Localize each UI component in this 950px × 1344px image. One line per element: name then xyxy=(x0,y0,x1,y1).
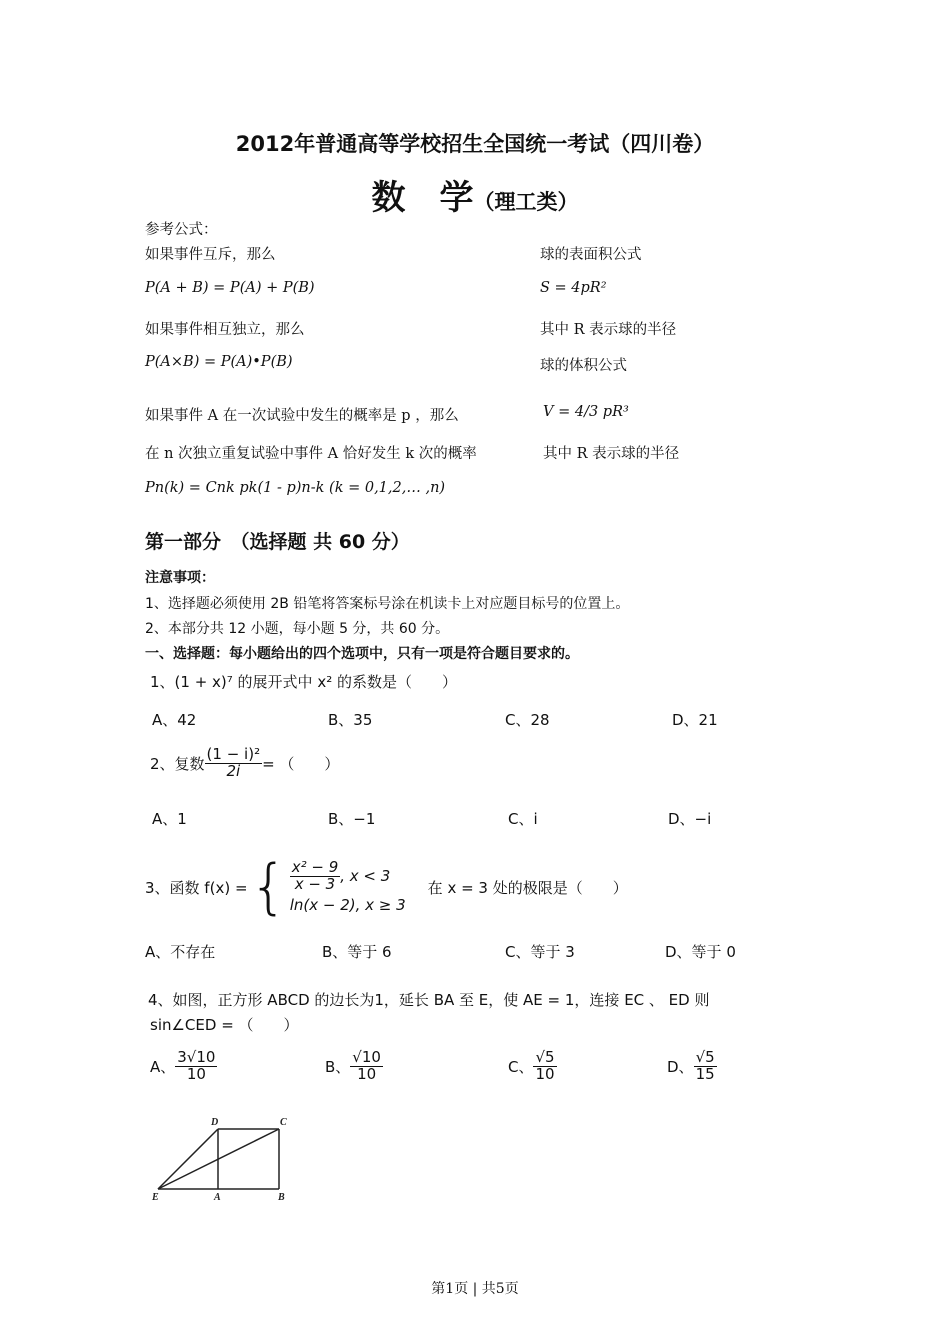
binomial-formula: Pn(k) = Cnk pk(1 - p)n-k (k = 0,1,2,… ,n) xyxy=(145,480,446,496)
q3-case1-cond: , x < 3 xyxy=(340,867,391,885)
notice-heading: 注意事项： xyxy=(145,570,215,586)
q3-option-b: B、等于 6 xyxy=(322,943,392,961)
label-d: D xyxy=(211,1117,219,1128)
q1-option-d: D、21 xyxy=(672,711,718,729)
q4-d-label: D、 xyxy=(667,1057,694,1076)
q4-line-1: 4、如图，正方形 ABCD 的边长为1，延长 BA 至 E，使 AE = 1，连接 EC 、 ED 则 xyxy=(148,991,710,1009)
prob-text: 如果事件 A 在一次试验中发生的概率是 p ，那么 xyxy=(145,408,459,424)
line-ed xyxy=(158,1129,218,1189)
q4-option-c xyxy=(508,1050,557,1083)
q3-option-c: C、等于 3 xyxy=(505,943,575,961)
q1-option-b: B、35 xyxy=(328,711,373,729)
formula-heading: 参考公式： xyxy=(145,222,218,238)
q3-brace: { xyxy=(249,852,288,922)
q4-a-fraction xyxy=(175,1050,217,1083)
q4-d-fraction xyxy=(694,1050,717,1083)
indep-formula: P(A×B) = P(A)•P(B) xyxy=(145,354,293,370)
notice-1: 1、选择题必须使用 2B 铅笔将答案标号涂在机读卡上对应题目标号的位置上。 xyxy=(145,596,630,612)
q4-b-num: √10 xyxy=(352,1048,381,1066)
q3-prefix: 3、函数 f(x) = xyxy=(145,878,248,897)
q3-option-d: D、等于 0 xyxy=(665,943,736,961)
page-footer: 第1页 | 共5页 xyxy=(431,1281,519,1297)
q3-suffix: 在 x = 3 处的极限是（ ） xyxy=(427,878,628,897)
q4-c-den: 10 xyxy=(535,1064,555,1083)
volume-text: 球的体积公式 xyxy=(540,358,627,374)
q3-case-1 xyxy=(290,857,406,893)
square-figure xyxy=(148,1112,298,1204)
q4-d-num: √5 xyxy=(695,1048,715,1066)
q3-case-2: ln(x − 2), x ≥ 3 xyxy=(289,896,406,915)
label-a: A xyxy=(214,1192,221,1203)
indep-text: 如果事件相互独立，那么 xyxy=(145,322,305,338)
q3-case1-num: x² − 9 xyxy=(291,857,339,876)
q2-option-a: A、1 xyxy=(152,810,187,828)
mutex-formula: P(A + B) = P(A) + P(B) xyxy=(145,280,315,296)
q2-fraction xyxy=(205,747,263,780)
exam-title: 2012年普通高等学校招生全国统一考试（四川卷） xyxy=(235,132,715,156)
repeat-text: 在 n 次独立重复试验中事件 A 恰好发生 k 次的概率 xyxy=(145,446,477,462)
q4-a-num: 3√10 xyxy=(177,1048,216,1066)
section-heading: 一、选择题：每小题给出的四个选项中，只有一项是符合题目要求的。 xyxy=(145,646,579,662)
subject-main: 数 学 xyxy=(371,178,474,218)
q2-option-c: C、i xyxy=(508,810,538,828)
q3-stem xyxy=(145,848,628,926)
q3-case1-den: x − 3 xyxy=(294,874,336,893)
q2-stem xyxy=(150,747,339,780)
q4-b-den: 10 xyxy=(357,1064,377,1083)
label-b: B xyxy=(278,1192,285,1203)
q1-option-a: A、42 xyxy=(152,711,197,729)
q4-c-fraction xyxy=(533,1050,556,1083)
mutex-text: 如果事件互斥，那么 xyxy=(145,247,276,263)
surface-formula: S = 4pR² xyxy=(540,280,607,296)
q4-c-num: √5 xyxy=(535,1048,555,1066)
q4-line-2: sin∠CED = （ ） xyxy=(150,1016,299,1034)
part1-heading: 第一部分 （选择题 共 60 分） xyxy=(145,531,410,553)
q2-numerator: (1 − i)² xyxy=(206,745,261,763)
label-e: E xyxy=(152,1192,159,1203)
q4-option-b xyxy=(325,1050,383,1083)
radius-note-2: 其中 R 表示球的半径 xyxy=(543,446,680,462)
q4-a-label: A、 xyxy=(150,1057,176,1076)
q4-b-label: B、 xyxy=(325,1057,351,1076)
q2-option-d: D、−i xyxy=(668,810,712,828)
q4-option-d xyxy=(667,1050,717,1083)
q1-option-c: C、28 xyxy=(505,711,550,729)
notice-2: 2、本部分共 12 小题，每小题 5 分，共 60 分。 xyxy=(145,621,450,637)
q4-option-a xyxy=(150,1050,217,1083)
q3-option-a: A、不存在 xyxy=(145,943,216,961)
q2-option-b: B、−1 xyxy=(328,810,376,828)
q1-stem: 1、(1 + x)⁷ 的展开式中 x² 的系数是（ ） xyxy=(150,673,457,691)
volume-formula: V = 4/3 pR³ xyxy=(543,404,629,420)
q3-cases xyxy=(289,857,406,915)
q4-a-den: 10 xyxy=(186,1064,206,1083)
q4-d-den: 15 xyxy=(695,1064,715,1083)
q2-denominator: 2i xyxy=(226,761,241,780)
q3-case1-fraction xyxy=(290,857,341,893)
q2-prefix: 2、复数 xyxy=(150,754,205,773)
surface-text: 球的表面积公式 xyxy=(540,247,642,263)
subject-title xyxy=(0,170,950,219)
q4-b-fraction xyxy=(350,1050,383,1083)
subject-sub: （理工类） xyxy=(473,190,579,214)
radius-note-1: 其中 R 表示球的半径 xyxy=(540,322,677,338)
q2-suffix: = （ ） xyxy=(262,754,340,773)
label-c: C xyxy=(280,1117,287,1128)
q4-c-label: C、 xyxy=(508,1057,534,1076)
